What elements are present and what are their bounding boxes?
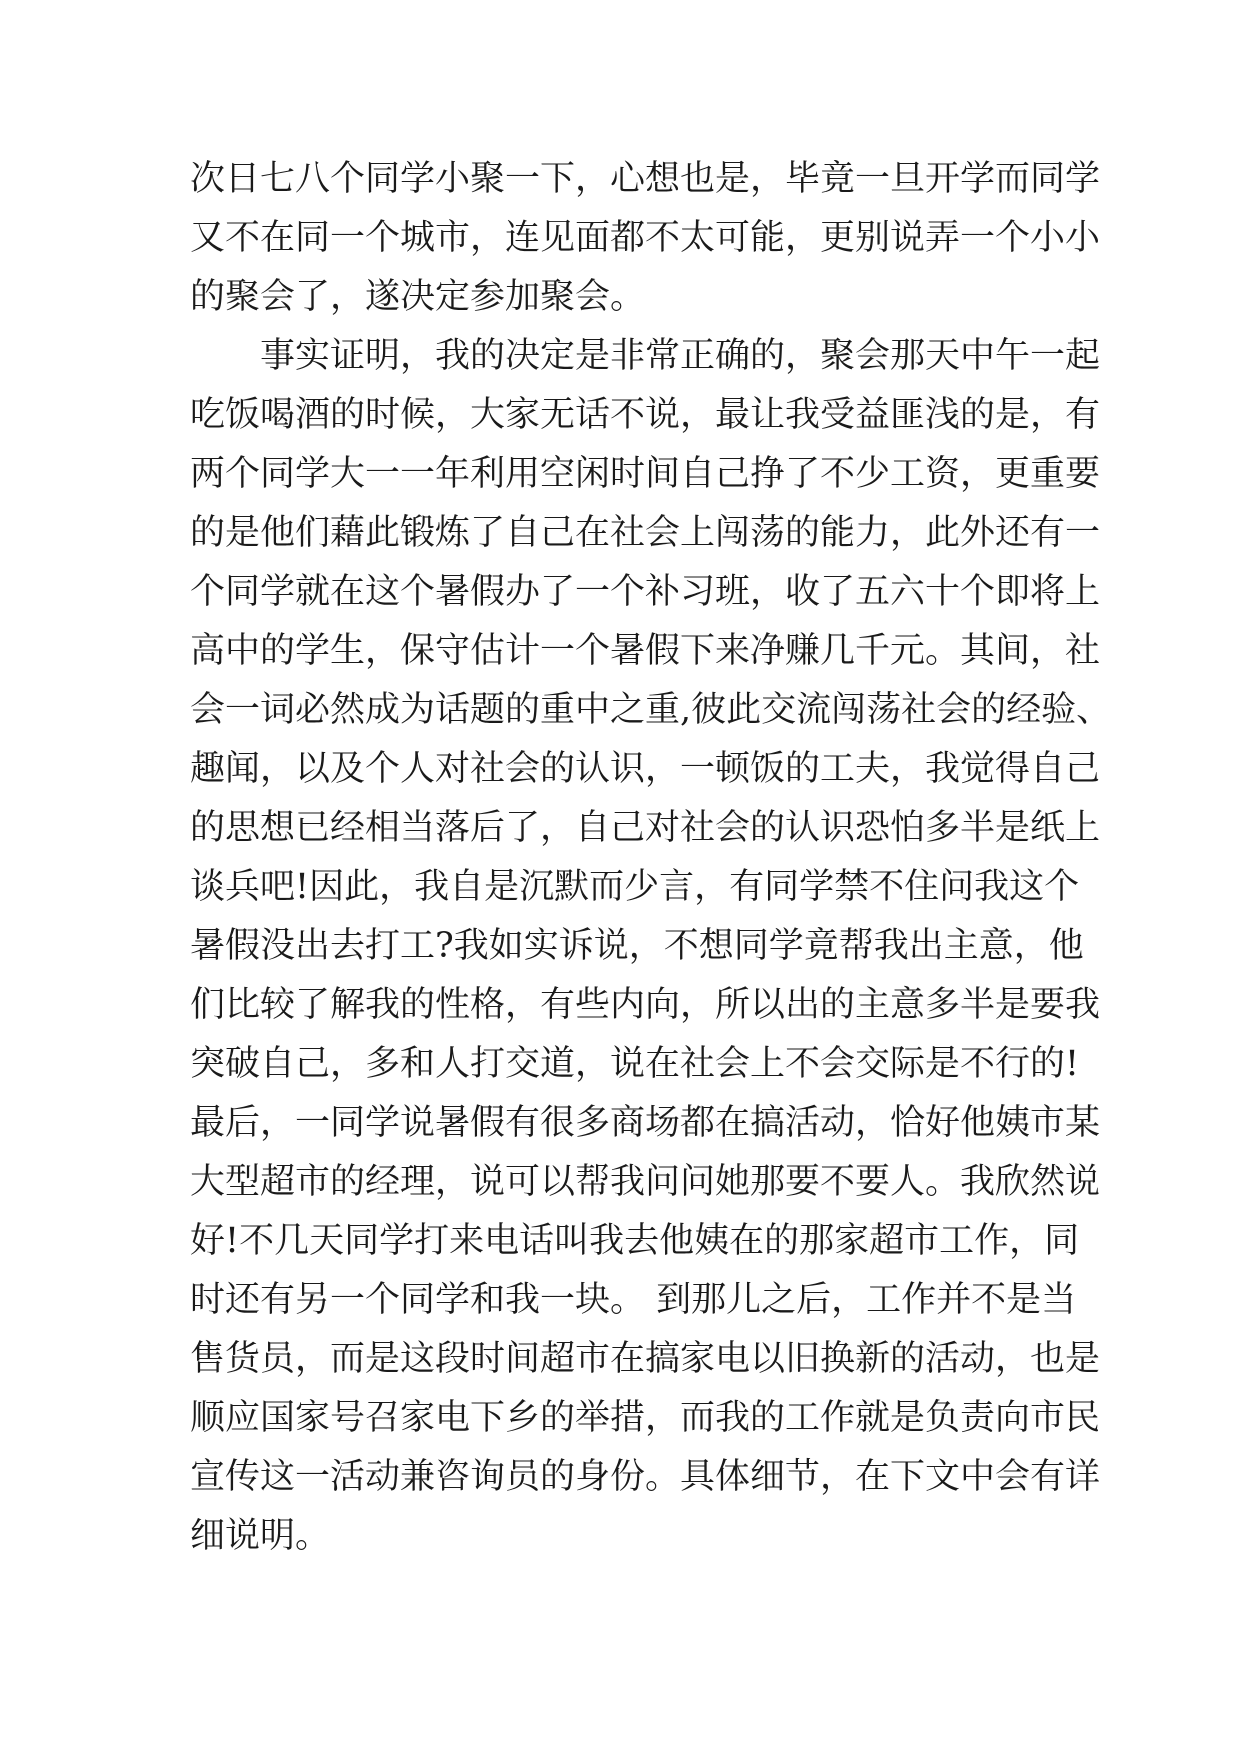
text-line: 两个同学大一一年利用空闲时间自己挣了不少工资，更重要 <box>190 454 1101 494</box>
text-line: 大型超市的经理，说可以帮我问问她那要不要人。我欣然说 <box>190 1162 1101 1202</box>
text-line: 谈兵吧!因此，我自是沉默而少言，有同学禁不住问我这个 <box>190 867 1080 907</box>
paragraph-2 <box>190 327 1112 1566</box>
text-line: 时还有另一个同学和我一块。 到那儿之后，工作并不是当 <box>190 1280 1077 1320</box>
text-line: 突破自己，多和人打交道，说在社会上不会交际是不行的! <box>190 1044 1080 1084</box>
text-line: 的思想已经相当落后了，自己对社会的认识恐怕多半是纸上 <box>190 808 1101 848</box>
text-line: 个同学就在这个暑假办了一个补习班，收了五六十个即将上 <box>190 572 1101 612</box>
body-text <box>190 150 1112 1566</box>
text-line: 次日七八个同学小聚一下，心想也是，毕竟一旦开学而同学 <box>190 159 1101 199</box>
text-line: 的聚会了，遂决定参加聚会。 <box>190 277 646 317</box>
text-line: 宣传这一活动兼咨询员的身份。具体细节，在下文中会有详 <box>190 1457 1101 1497</box>
text-line: 暑假没出去打工?我如实诉说，不想同学竟帮我出主意，他 <box>190 926 1084 966</box>
text-line: 顺应国家号召家电下乡的举措，而我的工作就是负责向市民 <box>190 1398 1101 1438</box>
paragraph-1 <box>190 150 1101 327</box>
text-line: 吃饭喝酒的时候，大家无话不说，最让我受益匪浅的是，有 <box>190 395 1101 435</box>
text-line: 们比较了解我的性格，有些内向，所以出的主意多半是要我 <box>190 985 1101 1025</box>
text-line: 的是他们藉此锻炼了自己在社会上闯荡的能力，此外还有一 <box>190 513 1101 553</box>
text-line: 趣闻，以及个人对社会的认识，一顿饭的工夫，我觉得自己 <box>190 749 1101 789</box>
text-line: 又不在同一个城市，连见面都不太可能，更别说弄一个小小 <box>190 218 1101 258</box>
text-line: 最后，一同学说暑假有很多商场都在搞活动，恰好他姨市某 <box>190 1103 1101 1143</box>
text-line: 高中的学生，保守估计一个暑假下来净赚几千元。其间，社 <box>190 631 1101 671</box>
text-line: 事实证明，我的决定是非常正确的，聚会那天中午一起 <box>260 336 1101 376</box>
text-line: 会一词必然成为话题的重中之重,彼此交流闯荡社会的经验、 <box>190 690 1112 730</box>
text-line: 好!不几天同学打来电话叫我去他姨在的那家超市工作，同 <box>190 1221 1080 1261</box>
text-line: 细说明。 <box>190 1516 331 1556</box>
text-line: 售货员，而是这段时间超市在搞家电以旧换新的活动，也是 <box>190 1339 1101 1379</box>
